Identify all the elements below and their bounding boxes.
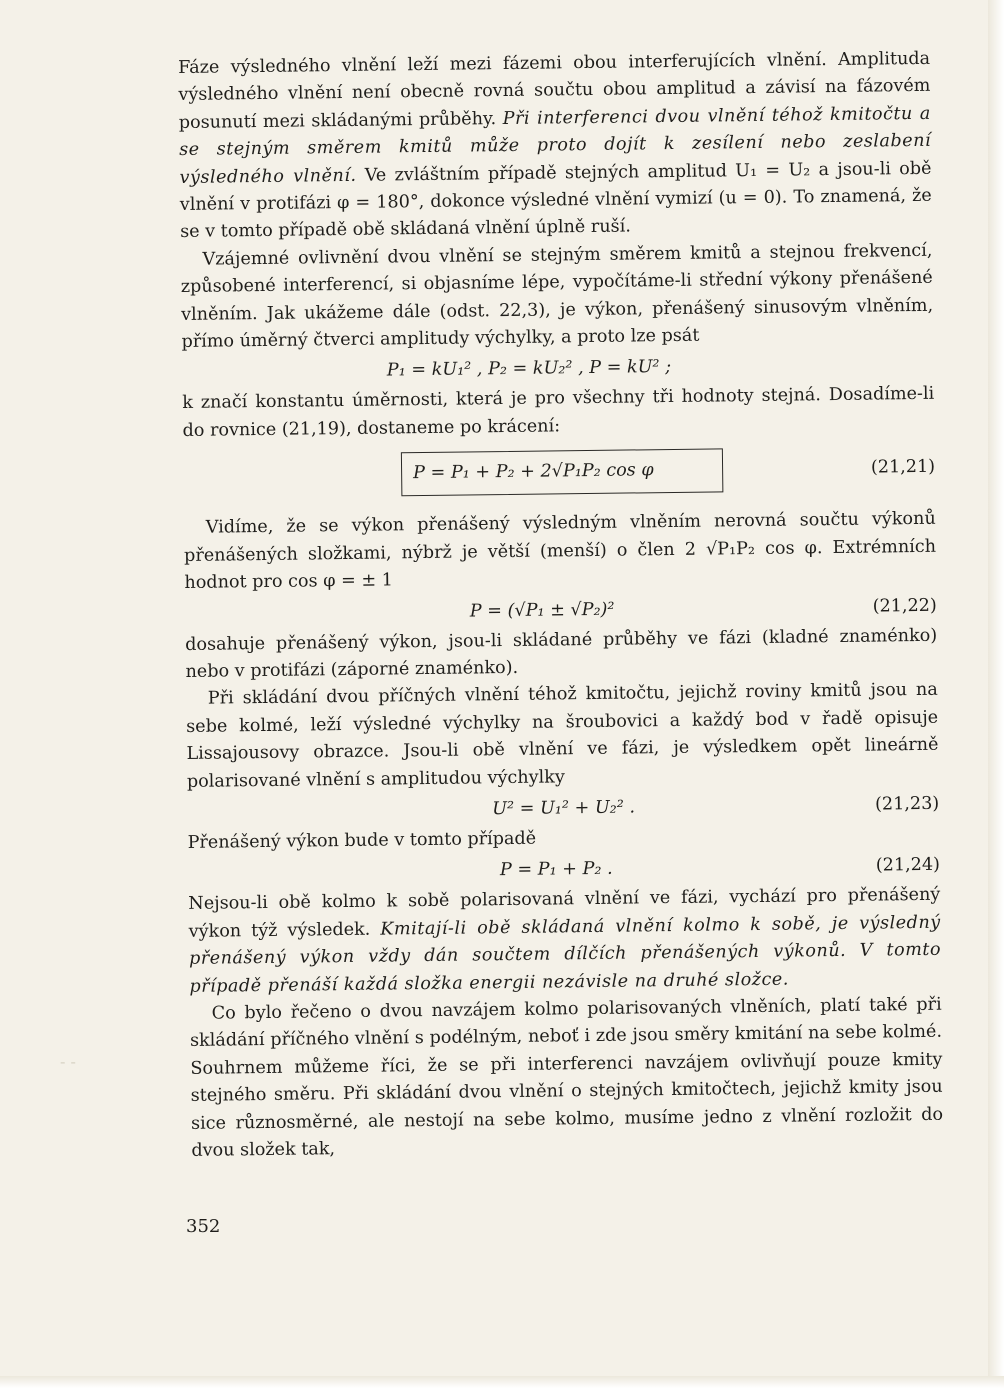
equation-21-22-number: (21,22) xyxy=(872,595,937,617)
paragraph-8-italic: Kmitají-li obě skládaná vlnění kolmo k sobě, je výsledný přenášený výkon vždy dán součtem dílčích přenášených výkonů. V tomto případě přenáší každá složka energii nezávisle na druhé složce. xyxy=(188,912,942,997)
paragraph-1-text-b: Ve zvláštním případě stejných amplitud U₁ = U₂ a jsou-li obě vlnění v protifázi φ = 180°, dokonce výsledné vlnění vymizí (u = 0). To znamená, že se v tomto případě obě skládaná vlnění úplně ruší. xyxy=(179,158,932,243)
equation-21-21 xyxy=(183,442,936,501)
paragraph-4: Vidíme, že se výkon přenášený výsledným vlněním nerovná součtu výkonů přenášených složkami, nýbrž je větší (menší) o člen 2 √P₁P₂ cos φ. Extrémních hodnot pro cos φ = ± 1 xyxy=(183,509,937,594)
paragraph-2: Vzájemné ovlivnění dvou vlnění se stejným směrem kmitů a stejnou frekvencí, způsobené interferencí, si objasníme lépe, vypočítáme-li střední výkony přenášené vlněním. Jak ukážeme dále (odst. 22,3), je výkon, přenášený sinusovým vlněním, přímo úměrný čtverci amplitudy výchylky, a proto lze psát xyxy=(180,240,934,353)
equation-21-21-formula: P = P₁ + P₂ + 2√P₁P₂ cos φ xyxy=(413,460,654,484)
paragraph-8-text: Nejsou-li obě kolmo k sobě polarisovaná vlnění ve fázi, vychází pro přenášený výkon týž výsledek. xyxy=(188,885,941,942)
paragraph-1 xyxy=(178,46,932,247)
paragraph-7: Přenášený výkon bude v tomto případě xyxy=(187,828,537,853)
equation-21-24-formula: P = P₁ + P₂ . xyxy=(499,859,613,881)
equation-21-23-number: (21,23) xyxy=(874,793,940,815)
page-edge-bottom xyxy=(0,1376,1004,1388)
page-number: 352 xyxy=(186,1216,221,1237)
equation-21-22-formula: P = (√P₁ ± √P₂)² xyxy=(469,599,615,621)
paragraph-6: Při skládání dvou příčných vlnění téhož kmitočtu, jejichž roviny kmitů jsou na sebe kolmé, leží výsledné výchylky na šroubovici a každý bod v řadě opisuje Lissajousovy obrazce. Jsou-li obě vlnění ve fázi, je výsledkem opět lineárně polarisované vlnění s amplitudou výchylky xyxy=(186,680,939,792)
paragraph-5: dosahuje přenášený výkon, jsou-li skládané průběhy ve fázi (kladné znaménko) nebo v protifázi (záporné znaménko). xyxy=(185,625,938,682)
paragraph-1-italic: Při interferenci dvou vlnění téhož kmitočtu a se stejným směrem kmitů může proto dojít k zesílení nebo zeslabení výsledného vlnění. xyxy=(179,103,932,188)
equation-21-24-number: (21,24) xyxy=(875,855,941,876)
equation-21-23-formula: U² = U₁² + U₂² . xyxy=(492,797,636,820)
equation-21-21-number: (21,21) xyxy=(870,457,936,478)
bleed-through-mark: - - xyxy=(60,1052,76,1071)
equation-powers-formula: P₁ = kU₁² , P₂ = kU₂² , P = kU² ; xyxy=(386,357,672,381)
paragraph-8 xyxy=(188,882,941,1001)
paragraph-9: Co bylo řečeno o dvou navzájem kolmo polarisovaných vlněních, platí také při skládání příčného vlnění s podélným, neboť i zde jsou směry kmitání na sebe kolmé. Souhrnem můžeme říci, že se při interferenci navzájem ovlivňují pouze kmity stejného směru. Při skládání dvou vlnění o stejných kmitočtech, jejichž kmity jsou sice různosměrné, ale nestojí na sebe kolmo, musíme jedno z vlnění rozložit do dvou složek tak, xyxy=(189,994,944,1161)
paragraph-3: k značí konstantu úměrnosti, která je pro všechny tři hodnoty stejná. Dosadíme-li do rovnice (21,19), dostaneme po krácení: xyxy=(182,384,935,441)
paragraph-1-text-a: Fáze výsledného vlnění leží mezi fázemi obou interferujících vlnění. Amplituda výsledného vlnění není obecně rovná součtu obou amplitud a závisí na fázovém posunutí mezi skládanými průběhy. xyxy=(178,48,931,133)
page-edge-right xyxy=(988,0,1004,1388)
page-content xyxy=(178,46,944,1166)
